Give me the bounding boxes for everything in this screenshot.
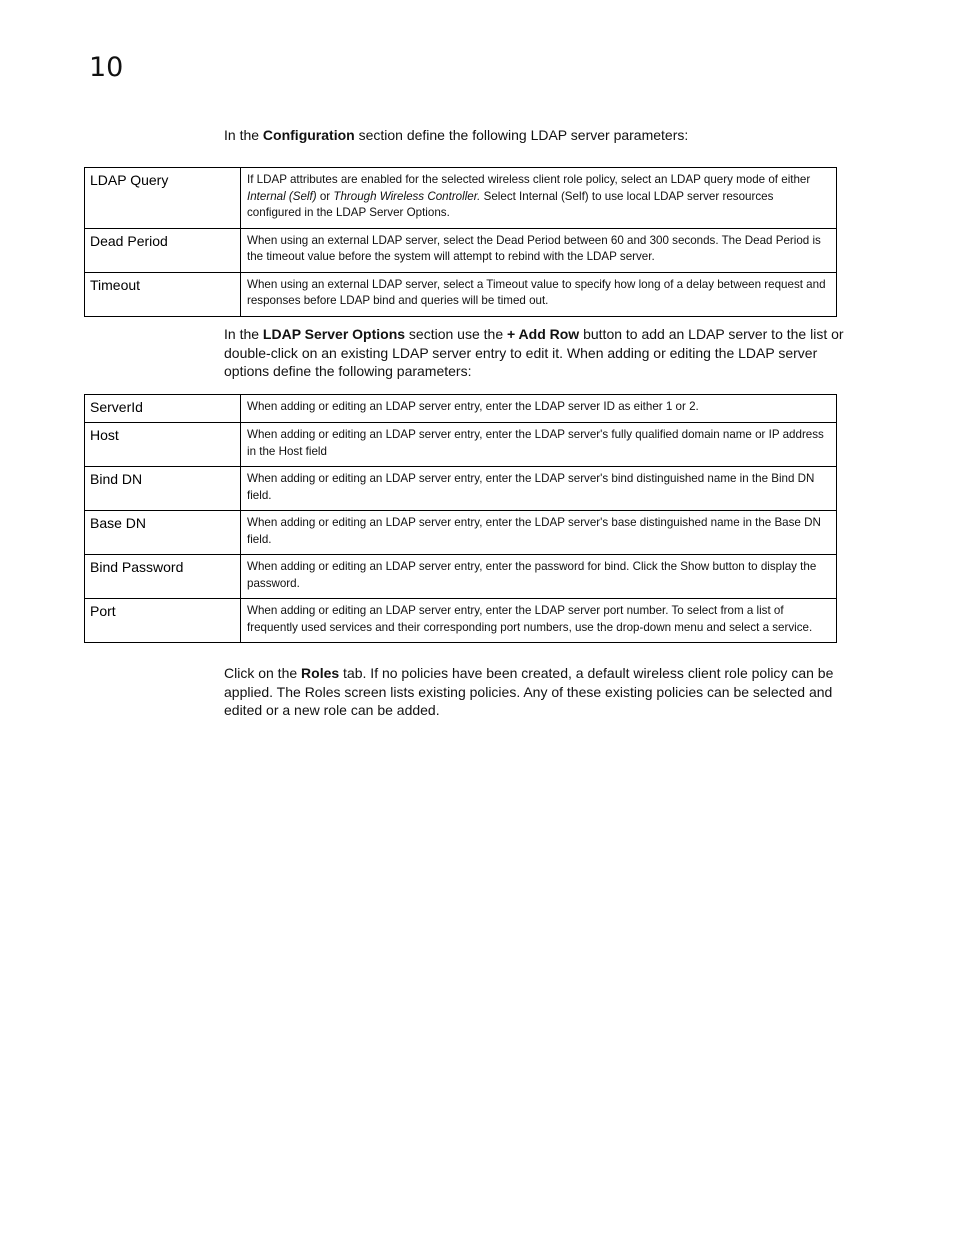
- table-row: [85, 599, 837, 643]
- parameter-term: LDAP Query: [85, 168, 241, 229]
- server-options-table: [84, 394, 837, 643]
- parameter-term: Base DN: [85, 511, 241, 555]
- parameter-description: When using an external LDAP server, select the Dead Period between 60 and 300 seconds. The Dead Period is the timeout value before the system will attempt to rebind with the LDAP server.: [241, 228, 837, 272]
- parameter-description: When adding or editing an LDAP server entry, enter the LDAP server port number. To select from a list of frequently used services and their corresponding port numbers, use the drop-down menu and select a service.: [241, 599, 837, 643]
- chapter-number: 10: [89, 52, 124, 83]
- parameter-term: Port: [85, 599, 241, 643]
- parameter-term: Host: [85, 423, 241, 467]
- config-parameter-table: [84, 167, 837, 317]
- table-row: [85, 511, 837, 555]
- parameter-term: Bind Password: [85, 555, 241, 599]
- parameter-description: When adding or editing an LDAP server entry, enter the LDAP server ID as either 1 or 2.: [241, 395, 837, 423]
- roles-paragraph-pre: Click on the: [224, 665, 302, 681]
- intro-configuration: [224, 126, 866, 145]
- intro-configuration-bold: Configuration: [262, 127, 355, 143]
- parameter-description: When adding or editing an LDAP server entry, enter the LDAP server's base distinguished name in the Base DN field.: [241, 511, 837, 555]
- parameter-description: When adding or editing an LDAP server entry, enter the LDAP server's fully qualified domain name or IP address in the Host field: [241, 423, 837, 467]
- description-text: or: [316, 189, 334, 203]
- description-italic: Internal (Self): [247, 189, 317, 203]
- description-text: Select Internal (Self) to use local LDAP server resources configured in the LDAP Server Options.: [247, 189, 774, 219]
- table-row: [85, 467, 837, 511]
- parameter-description: When adding or editing an LDAP server entry, enter the password for bind. Click the Show button to display the password.: [241, 555, 837, 599]
- roles-paragraph: [224, 664, 866, 720]
- intro-server-options-pre: In the: [224, 326, 263, 342]
- parameter-term: Dead Period: [85, 228, 241, 272]
- parameter-description: When using an external LDAP server, select a Timeout value to specify how long of a delay between request and responses before LDAP bind and queries will be timed out.: [241, 272, 837, 316]
- intro-server-options-mid: section use the: [405, 326, 507, 342]
- parameter-description: When adding or editing an LDAP server entry, enter the LDAP server's bind distinguished name in the Bind DN field.: [241, 467, 837, 511]
- parameter-term: ServerId: [85, 395, 241, 423]
- description-italic: Through Wireless Controller.: [333, 189, 481, 203]
- table-row: [85, 423, 837, 467]
- table-row: [85, 395, 837, 423]
- roles-paragraph-post: tab. If no policies have been created, a default wireless client role policy can be applied. The Roles screen lists existing policies. Any of these existing policies can be selected and edited or a new role can be added.: [224, 665, 834, 719]
- table-row: [85, 555, 837, 599]
- parameter-term: Bind DN: [85, 467, 241, 511]
- table-row: [85, 272, 837, 316]
- roles-paragraph-bold: Roles: [301, 665, 340, 681]
- table-row: [85, 228, 837, 272]
- intro-server-options: [224, 325, 866, 381]
- table-row: [85, 168, 837, 229]
- description-text: If LDAP attributes are enabled for the selected wireless client role policy, select an LDAP query mode of either: [247, 173, 811, 186]
- intro-configuration-post: section define the following LDAP server parameters:: [354, 127, 689, 143]
- intro-server-options-bold: + Add Row: [507, 326, 580, 342]
- intro-server-options-bold: LDAP Server Options: [262, 326, 406, 342]
- intro-configuration-pre: In the: [224, 127, 263, 143]
- parameter-description: [241, 168, 837, 229]
- intro-server-options-post: button to add an LDAP server to the list or double-click on an existing LDAP server entry to edit it. When adding or editing the LDAP server options define the following parameters:: [224, 326, 844, 380]
- parameter-term: Timeout: [85, 272, 241, 316]
